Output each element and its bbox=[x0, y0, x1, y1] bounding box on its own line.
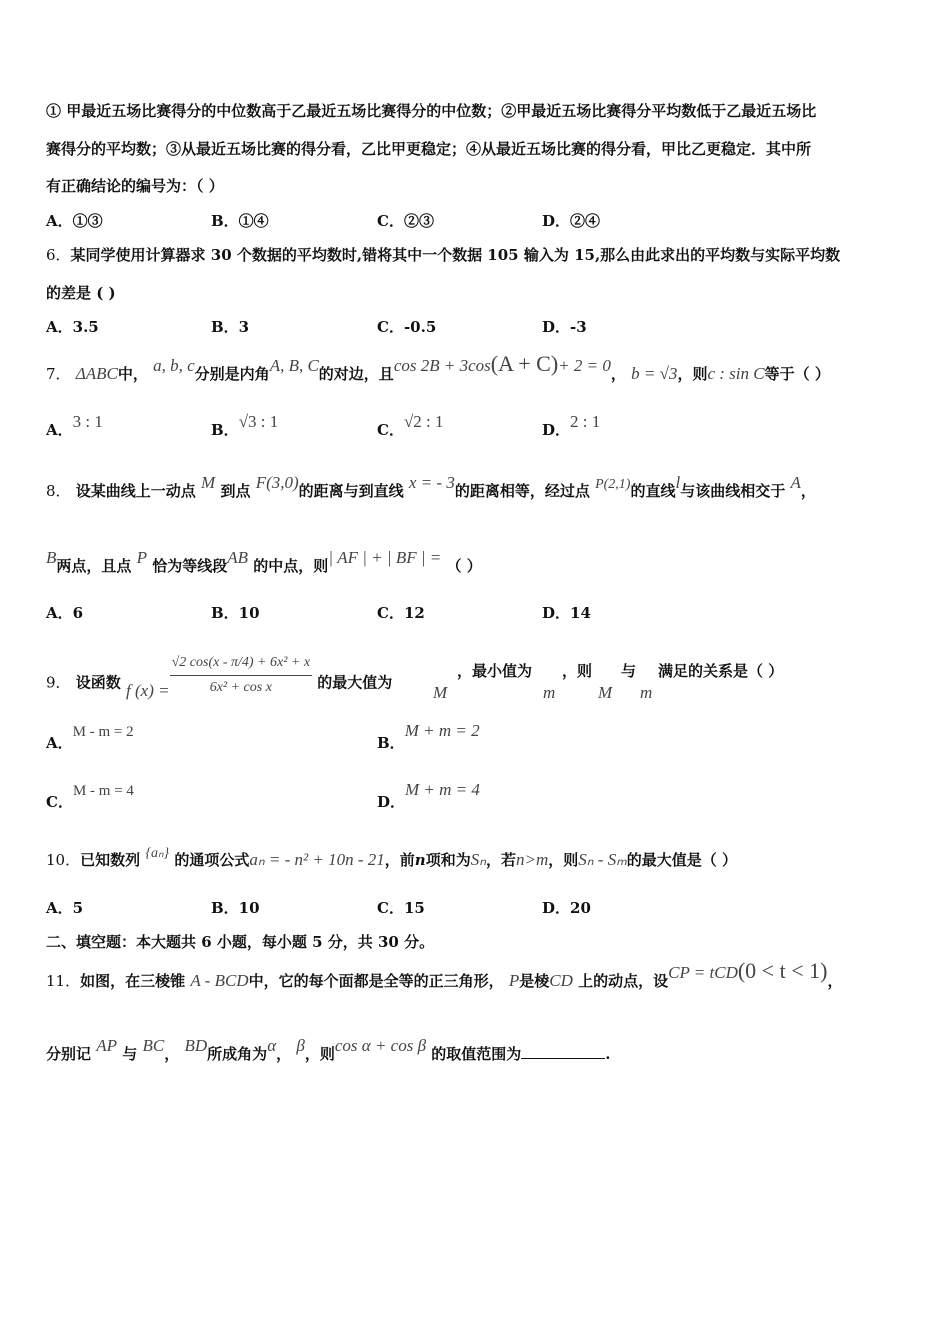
math-segment-ab: AB bbox=[227, 548, 249, 567]
q10-option-a: A．5 bbox=[46, 899, 84, 917]
math-fx: f (x) = bbox=[126, 680, 170, 700]
q9-option-a bbox=[46, 724, 134, 754]
math-paren-group: (A + C) bbox=[490, 351, 559, 376]
math-n-gt-m: n>m bbox=[516, 850, 549, 869]
math-m: M bbox=[201, 473, 216, 492]
q5-line-2: 赛得分的平均数；③从最近五场比赛的得分看，乙比甲更稳定；④从最近五场比赛的得分看，甲比乙更稳定．其中所 bbox=[46, 140, 812, 158]
q8-text: 与该曲线相交于 bbox=[680, 482, 786, 500]
q11-text: 中，它的每个面都是全等的正三角形， bbox=[248, 972, 504, 990]
math-cos-rest: + 2 = 0 bbox=[558, 356, 611, 375]
q11-text: . bbox=[605, 1045, 611, 1063]
q9-option-b bbox=[377, 721, 480, 753]
option-label: B． bbox=[377, 734, 405, 752]
math-abc-angles: A, B, C bbox=[269, 356, 319, 375]
q7-option-d bbox=[542, 412, 601, 440]
math-ap: AP bbox=[96, 1036, 118, 1055]
q8-text: （ ） bbox=[446, 557, 482, 575]
q8-option-d: D．14 bbox=[542, 604, 591, 622]
q9-max-m bbox=[433, 683, 447, 703]
q10-text: ，前 bbox=[384, 851, 415, 869]
math-edge-cd: CD bbox=[549, 971, 573, 990]
math-tetrahedron: A - BCD bbox=[190, 971, 249, 990]
option-math: M - m = 4 bbox=[72, 783, 134, 799]
q7-text: ，则 bbox=[677, 365, 708, 383]
option-math: √2 : 1 bbox=[403, 412, 444, 431]
math-cos-part: cos 2B + 3cos bbox=[393, 356, 491, 375]
q10-text: 的通项公式 bbox=[174, 851, 250, 869]
q9-option-d bbox=[377, 780, 480, 812]
q9-line-1 bbox=[46, 655, 393, 706]
math-sequence: {aₙ} bbox=[145, 846, 170, 861]
q7-text: 的对边，且 bbox=[318, 365, 394, 383]
math-bd: BD bbox=[184, 1036, 208, 1055]
option-label: B． bbox=[211, 421, 239, 439]
q7-text: ， bbox=[610, 365, 626, 383]
q11-text: 是棱 bbox=[519, 972, 550, 990]
question-number: 11． bbox=[46, 972, 81, 990]
q9-m-lower-2 bbox=[640, 683, 652, 703]
option-label: C． bbox=[377, 421, 404, 439]
q6-line-1 bbox=[46, 245, 840, 265]
math-cos-sum: cos α + cos β bbox=[334, 1036, 427, 1055]
q11-text: ， bbox=[276, 1045, 292, 1063]
q11-text: ， bbox=[827, 972, 843, 990]
q10-option-d: D．20 bbox=[542, 899, 591, 917]
q8-option-b: B．10 bbox=[211, 604, 260, 622]
q10-text: ，若 bbox=[485, 851, 516, 869]
option-math: √3 : 1 bbox=[238, 412, 279, 431]
math-focus-f: F(3,0) bbox=[255, 473, 299, 492]
q7-option-c bbox=[377, 412, 444, 440]
q9-text: 的最大值为 bbox=[317, 673, 393, 692]
q5-option-b: B．①④ bbox=[211, 212, 269, 230]
answer-blank[interactable] bbox=[521, 1044, 605, 1059]
q8-text: 的直线 bbox=[630, 482, 676, 500]
option-math: M + m = 4 bbox=[405, 780, 480, 799]
q7-option-a bbox=[46, 412, 103, 440]
math-alpha: α bbox=[267, 1036, 277, 1055]
section-heading: 二、填空题：本大题共 6 小题，每小题 5 分，共 30 分。 bbox=[46, 933, 435, 951]
q11-line-1 bbox=[46, 958, 843, 991]
math-af-bf: | AF | + | BF | = bbox=[328, 548, 442, 567]
fraction-denominator: 6x² + cos x bbox=[209, 680, 272, 695]
q8-text: 的距离相等，经过点 bbox=[454, 482, 590, 500]
q8-line-2 bbox=[46, 548, 482, 576]
fraction-numerator: √2 cos(x - π/4) + 6x² + x bbox=[170, 653, 312, 676]
question-number: 8． bbox=[46, 482, 71, 500]
q8-text: 两点，且点 bbox=[56, 557, 132, 575]
option-label: D． bbox=[542, 421, 571, 439]
q11-text: 的取值范围为 bbox=[431, 1045, 522, 1063]
q11-text: 分别记 bbox=[46, 1045, 92, 1063]
q7-text: 中， bbox=[117, 365, 148, 383]
q9-text-min: ，最小值为 bbox=[457, 662, 533, 680]
q8-text: 的中点，则 bbox=[253, 557, 329, 575]
q10-text: 项和为 bbox=[425, 851, 471, 869]
q9-text-and: 与 bbox=[621, 662, 637, 680]
option-math: M - m = 2 bbox=[72, 724, 134, 740]
q5-option-c: C．②③ bbox=[377, 212, 434, 230]
math-beta: β bbox=[296, 1036, 305, 1055]
math-b-sqrt3: b = √3 bbox=[631, 364, 678, 383]
q10-n: n bbox=[414, 851, 426, 869]
math-sn: Sₙ bbox=[470, 850, 486, 869]
q5-option-a: A．①③ bbox=[46, 212, 103, 230]
q9-option-c bbox=[46, 783, 134, 813]
q11-text: ，则 bbox=[304, 1045, 335, 1063]
option-math: 3 : 1 bbox=[72, 412, 103, 431]
q7-text: 分别是内角 bbox=[194, 365, 270, 383]
triangle-abc: ΔABC bbox=[75, 364, 118, 383]
q11-text: 所成角为 bbox=[207, 1045, 268, 1063]
q9-text-relation: 满足的关系是（ ） bbox=[658, 662, 784, 680]
q8-text: ， bbox=[800, 482, 816, 500]
question-number: 9． bbox=[46, 673, 71, 692]
q11-text: 与 bbox=[122, 1045, 138, 1063]
q6-line-2: 的差是 ( ) bbox=[46, 284, 116, 302]
q5-line-3: 有正确结论的编号为：（ ） bbox=[46, 177, 224, 195]
math-bc: BC bbox=[142, 1036, 165, 1055]
q10-text: 的最大值是（ ） bbox=[626, 851, 738, 869]
q5-option-d: D．②④ bbox=[542, 212, 601, 230]
q9-m-upper-2 bbox=[598, 683, 612, 703]
math-line-l: l bbox=[675, 473, 681, 492]
math-point-b: B bbox=[46, 548, 57, 567]
q8-line-1 bbox=[46, 473, 816, 503]
q10-text: 已知数列 bbox=[80, 851, 141, 869]
option-math: 2 : 1 bbox=[570, 412, 601, 431]
q6-text: 某同学使用计算器求 30 个数据的平均数时,错将其中一个数据 105 输入为 15,那么由此求出的平均数与实际平均数 bbox=[70, 246, 841, 264]
option-math: M + m = 2 bbox=[404, 721, 480, 740]
q5-line-1: ① 甲最近五场比赛得分的中位数高于乙最近五场比赛得分的中位数；②甲最近五场比赛得分平均数低于乙最近五场比 bbox=[46, 102, 817, 120]
math-point-p: P bbox=[508, 971, 520, 990]
q9-text: 设函数 bbox=[75, 673, 121, 692]
q8-text: 恰为等线段 bbox=[152, 557, 228, 575]
q9-min-m bbox=[543, 683, 555, 703]
q8-option-c: C．12 bbox=[377, 604, 425, 622]
math-cos-equation bbox=[393, 351, 611, 376]
q10-line-1 bbox=[46, 846, 738, 872]
math-t-range: (0 < t < 1) bbox=[737, 958, 828, 983]
math-directrix: x = - 3 bbox=[408, 473, 455, 492]
q6-option-b: B．3 bbox=[211, 318, 250, 336]
option-label: A． bbox=[46, 734, 73, 752]
q8-text: 设某曲线上一动点 bbox=[75, 482, 196, 500]
q10-option-b: B．10 bbox=[211, 899, 260, 917]
q9-text-then: ，则 bbox=[562, 662, 593, 680]
option-label: D． bbox=[377, 793, 406, 811]
math-abc-sides: a, b, c bbox=[153, 356, 195, 375]
math-point-a: A bbox=[790, 473, 801, 492]
question-number: 6． bbox=[46, 246, 71, 264]
q7-text: 等于（ ） bbox=[764, 365, 830, 383]
q8-option-a: A．6 bbox=[46, 604, 84, 622]
math-m-upper: M bbox=[598, 683, 613, 702]
math-general-term: aₙ = - n² + 10n - 21 bbox=[249, 850, 385, 869]
option-label: C． bbox=[46, 793, 73, 811]
math-cp-part: CP = tCD bbox=[668, 963, 738, 982]
q11-text: 如图，在三棱锥 bbox=[80, 972, 186, 990]
math-point-p: P bbox=[136, 548, 148, 567]
q6-option-a: A．3.5 bbox=[46, 318, 99, 336]
math-sn-minus-sm: Sₙ - Sₘ bbox=[578, 850, 627, 869]
math-point-p: P(2,1) bbox=[595, 477, 631, 492]
q10-option-c: C．15 bbox=[377, 899, 425, 917]
math-fraction bbox=[170, 653, 312, 698]
q7-option-b bbox=[211, 412, 279, 440]
math-m-lower: m bbox=[640, 683, 653, 702]
math-m-lower: m bbox=[543, 683, 556, 702]
q11-text: ， bbox=[164, 1045, 180, 1063]
q6-option-c: C．-0.5 bbox=[377, 318, 437, 336]
q10-text: ，则 bbox=[548, 851, 579, 869]
q11-text: 上的动点，设 bbox=[578, 972, 669, 990]
q11-line-2 bbox=[46, 1036, 611, 1064]
q8-text: 的距离与到直线 bbox=[298, 482, 404, 500]
q6-option-d: D．-3 bbox=[542, 318, 587, 336]
question-number: 7． bbox=[46, 365, 71, 383]
math-cp-tcd bbox=[668, 958, 828, 983]
math-m-upper: M bbox=[433, 683, 448, 702]
math-c-sinc: c : sin C bbox=[707, 364, 765, 383]
q8-text: 到点 bbox=[220, 482, 251, 500]
q7-line-1 bbox=[46, 351, 830, 384]
question-number: 10． bbox=[46, 851, 81, 869]
option-label: A． bbox=[46, 421, 73, 439]
